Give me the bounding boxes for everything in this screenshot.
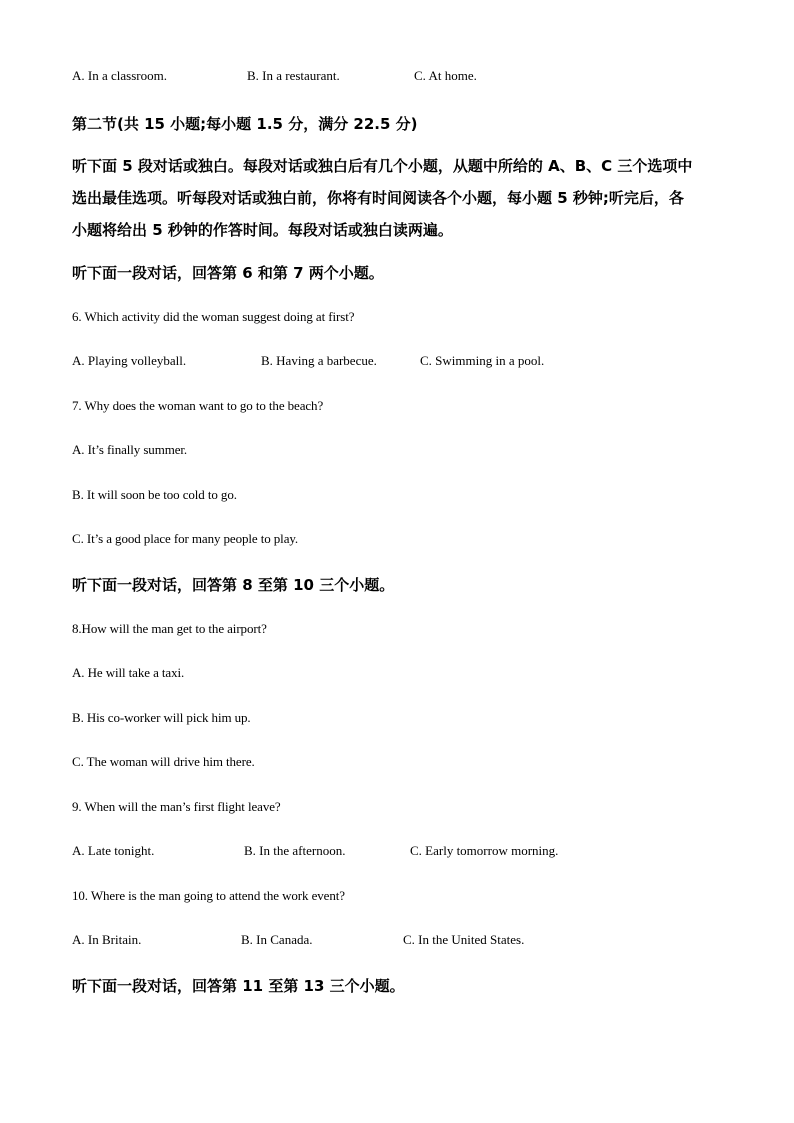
- q10-option-a: A. In Britain.: [72, 932, 142, 947]
- dialogue-heading-11-13: 听下面一段对话，回答第 11 至第 13 三个小题。: [72, 977, 405, 995]
- dialogue-heading-6-7: 听下面一段对话，回答第 6 和第 7 两个小题。: [72, 264, 384, 282]
- q7-option-a: A. It’s finally summer.: [72, 442, 188, 457]
- q9-question: 9. When will the man’s first flight leave?: [72, 799, 281, 814]
- q5-option-c: C. At home.: [414, 68, 477, 83]
- instructions-line-1: 听下面 5 段对话或独白。每段对话或独白后有几个小题，从题中所给的 A、B、C 三个选项中: [72, 157, 693, 175]
- q9-option-c: C. Early tomorrow morning.: [410, 843, 559, 858]
- q6-option-a: A. Playing volleyball.: [72, 353, 187, 368]
- q8-option-c: C. The woman will drive him there.: [72, 754, 255, 769]
- q6-option-c: C. Swimming in a pool.: [420, 353, 545, 368]
- instructions-line-2: 选出最佳选项。听每段对话或独白前，你将有时间阅读各个小题，每小题 5 秒钟;听完后，各: [72, 189, 684, 207]
- q6-question: 6. Which activity did the woman suggest doing at first?: [72, 309, 355, 324]
- q8-option-b: B. His co-worker will pick him up.: [72, 710, 251, 725]
- dialogue-heading-8-10: 听下面一段对话，回答第 8 至第 10 三个小题。: [72, 576, 395, 594]
- q5-option-b: B. In a restaurant.: [247, 68, 340, 83]
- section-header: 第二节(共 15 小题;每小题 1.5 分，满分 22.5 分): [72, 115, 418, 133]
- q6-option-b: B. Having a barbecue.: [261, 353, 377, 368]
- q9-option-a: A. Late tonight.: [72, 843, 155, 858]
- q7-option-c: C. It’s a good place for many people to play.: [72, 531, 299, 546]
- q7-question: 7. Why does the woman want to go to the beach?: [72, 398, 324, 413]
- q5-option-a: A. In a classroom.: [72, 68, 167, 83]
- q9-option-b: B. In the afternoon.: [244, 843, 346, 858]
- q8-option-a: A. He will take a taxi.: [72, 665, 185, 680]
- q10-option-b: B. In Canada.: [241, 932, 313, 947]
- q10-option-c: C. In the United States.: [403, 932, 525, 947]
- instructions-paragraph: [72, 150, 722, 246]
- q10-question: 10. Where is the man going to attend the work event?: [72, 888, 345, 903]
- q8-question: 8.How will the man get to the airport?: [72, 621, 267, 636]
- q7-option-b: B. It will soon be too cold to go.: [72, 487, 237, 502]
- instructions-line-3: 小题将给出 5 秒钟的作答时间。每段对话或独白读两遍。: [72, 221, 453, 239]
